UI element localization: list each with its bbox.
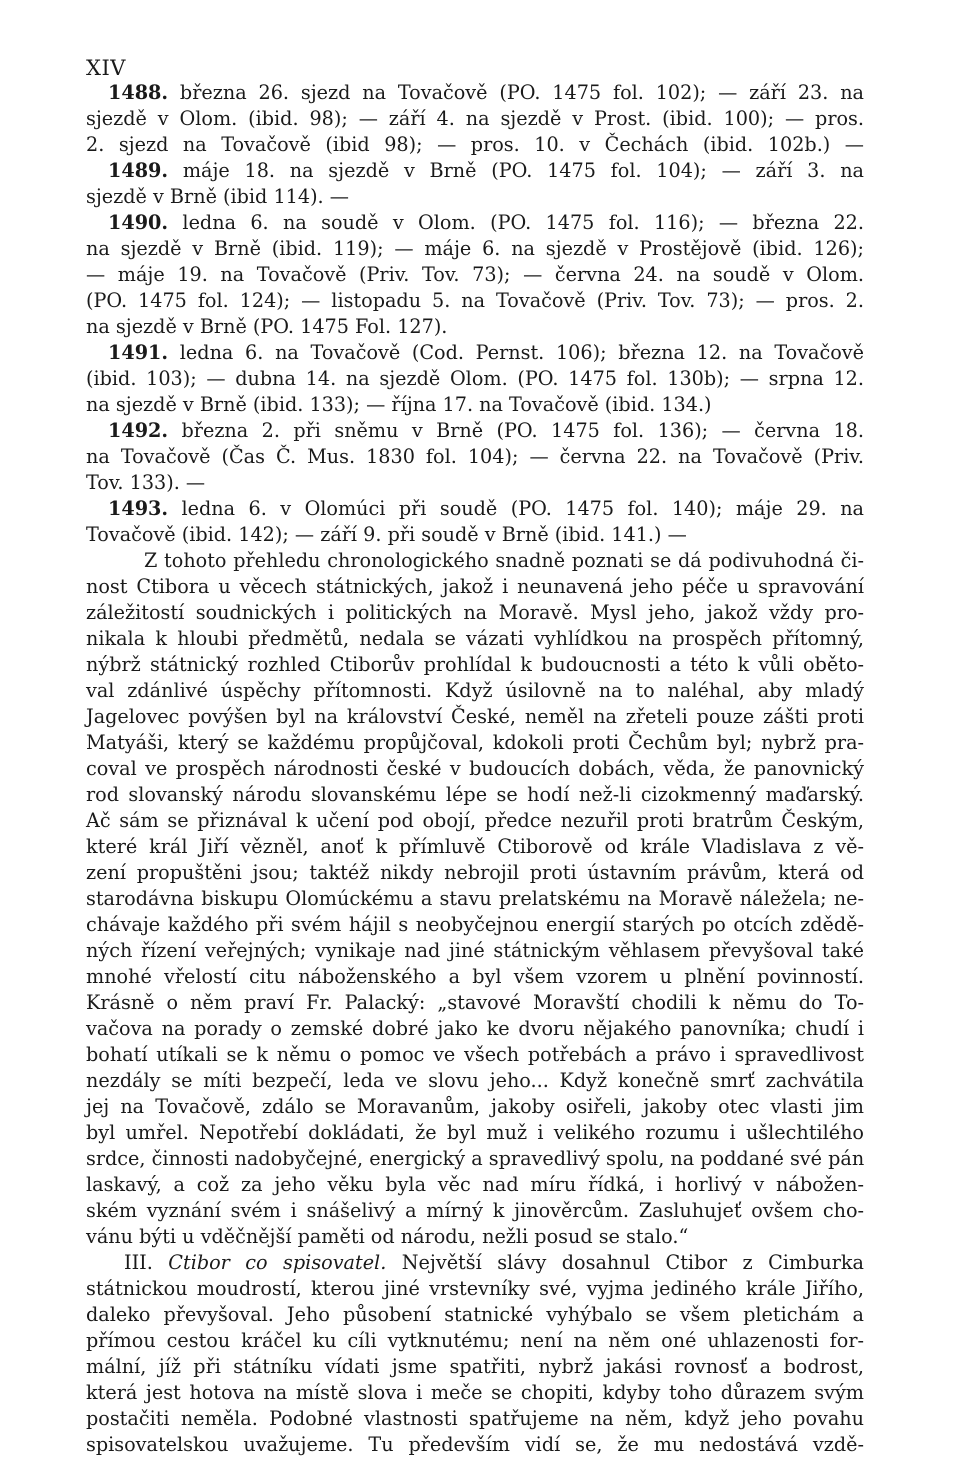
text-segment: nýbrž státnický rozhled Ctiborův prohlídal k budoucnosti a této k vůli oběto- bbox=[86, 653, 864, 676]
text-segment: Krásně o něm praví Fr. Palacký: „stavové Moravští chodili k němu do To- bbox=[86, 991, 864, 1014]
text-line bbox=[86, 106, 864, 132]
text-line bbox=[86, 1172, 864, 1198]
text-segment: vánu býti u vděčnější paměti od národu, nežli posud se stalo.“ bbox=[86, 1225, 689, 1248]
text-segment: Z tohoto přehledu chronologického snadně poznati se dá podivuhodná či- bbox=[144, 549, 864, 572]
text-line bbox=[86, 990, 864, 1016]
text-line bbox=[86, 522, 864, 548]
text-segment: daleko převyšoval. Jeho působení statnické vyhýbalo se všem pletichám a bbox=[86, 1303, 864, 1326]
text-line bbox=[108, 158, 864, 184]
text-segment: 2. sjezd na Tovačově (ibid 98); — pros. 10. v Čechách (ibid. 102b.) — bbox=[86, 133, 864, 156]
text-line bbox=[86, 132, 864, 158]
text-segment: které král Jiří vězněl, anoť k přímluvě Ctiborově od krále Vladislava z vě- bbox=[86, 835, 864, 858]
text-line bbox=[86, 964, 864, 990]
text-segment: na sjezdě v Brně (PO. 1475 Fol. 127). bbox=[86, 315, 448, 338]
text-segment: jej na Tovačově, zdálo se Moravanům, jakoby osiřeli, jakoby otec vlasti jim bbox=[86, 1095, 864, 1118]
text-segment: mální, jíž při státníku vídati jsme spatřiti, nybrž jakási rovnosť a bodrost, bbox=[86, 1355, 864, 1378]
text-line bbox=[86, 938, 864, 964]
text-segment: spisovatelskou uvažujeme. Tu především vidí se, že mu nedostává vzdě- bbox=[86, 1433, 864, 1456]
text-segment: Tov. 133). — bbox=[86, 471, 206, 494]
text-segment: záležitostí soudnických i politických na Moravě. Mysl jeho, jakož vždy pro- bbox=[86, 601, 864, 624]
text-line bbox=[86, 1120, 864, 1146]
text-segment: Matyáši, který se každému propůjčoval, kdokoli proti Čechům byl; nybrž pra- bbox=[86, 731, 864, 754]
text-line bbox=[86, 288, 864, 314]
text-line bbox=[86, 1432, 864, 1458]
text-segment: sjezdě v Brně (ibid 114). — bbox=[86, 185, 349, 208]
text-segment: zení propuštěni jsou; taktéž nikdy nebrojil proti ústavním právům, která od bbox=[86, 861, 864, 884]
text-line bbox=[86, 1224, 864, 1250]
text-line bbox=[124, 1250, 864, 1276]
text-segment: vačova na porady o zemské dobré jako ke dvoru nějakého panovníka; chudí i bbox=[86, 1017, 864, 1040]
text-line bbox=[86, 678, 864, 704]
year-heading: 1491. bbox=[108, 341, 169, 364]
text-line bbox=[108, 340, 864, 366]
text-segment: III. bbox=[124, 1251, 169, 1274]
page-number: XIV bbox=[86, 56, 126, 80]
text-line bbox=[86, 470, 864, 496]
text-line bbox=[86, 652, 864, 678]
year-heading: 1489. bbox=[108, 159, 169, 182]
text-segment: Jagelovec povýšen byl na království České, neměl na zřeteli pouze zášti proti bbox=[86, 705, 864, 728]
text-line bbox=[108, 418, 864, 444]
text-segment: na Tovačově (Čas Č. Mus. 1830 fol. 104); — června 22. na Tovačově (Priv. bbox=[86, 445, 864, 468]
text-line bbox=[108, 496, 864, 522]
text-segment: Ač sám se přiznával k učení pod obojí, předce nezuřil proti bratrům Českým, bbox=[86, 809, 864, 832]
text-line bbox=[86, 1406, 864, 1432]
text-line bbox=[86, 184, 864, 210]
text-segment: laskavý, a což za jeho věku byla věc nad míru řídká, i horlivý v nábožen- bbox=[86, 1173, 864, 1196]
year-heading: 1493. bbox=[108, 497, 169, 520]
text-segment: ledna 6. v Olomúci při soudě (PO. 1475 fol. 140); máje 29. na bbox=[168, 497, 864, 520]
year-heading: 1488. bbox=[108, 81, 169, 104]
text-segment: nezdály se míti bezpečí, leda ve slovu jeho... Když konečně smrť zachvátila bbox=[86, 1069, 864, 1092]
text-line bbox=[86, 1380, 864, 1406]
section-heading: Ctibor co spisovatel. bbox=[168, 1251, 387, 1274]
text-line bbox=[86, 782, 864, 808]
text-line bbox=[86, 262, 864, 288]
text-segment: postačiti neměla. Podobné vlastnosti spatřujeme na něm, když jeho povahu bbox=[86, 1407, 864, 1430]
text-line bbox=[86, 236, 864, 262]
text-segment: na sjezdě v Brně (ibid. 133); — října 17. na Tovačově (ibid. 134.) bbox=[86, 393, 712, 416]
text-line bbox=[86, 756, 864, 782]
text-line bbox=[86, 626, 864, 652]
text-line bbox=[86, 1042, 864, 1068]
text-line bbox=[86, 730, 864, 756]
text-segment: nikala k hloubi předmětů, nedala se vázati vyhlídkou na prospěch přítomný, bbox=[86, 627, 864, 650]
text-segment: srdce, činnosti nadobyčejné, energický a spravedlivý spolu, na poddané své pán bbox=[86, 1147, 865, 1170]
text-segment: (PO. 1475 fol. 124); — listopadu 5. na Tovačově (Priv. Tov. 73); — pros. 2. bbox=[86, 289, 864, 312]
text-segment: na sjezdě v Brně (ibid. 119); — máje 6. na sjezdě v Prostějově (ibid. 126); bbox=[86, 237, 864, 260]
text-segment: (ibid. 103); — dubna 14. na sjezdě Olom. (PO. 1475 fol. 130b); — srpna 12. bbox=[86, 367, 864, 390]
text-line bbox=[86, 1094, 864, 1120]
text-line bbox=[86, 574, 864, 600]
text-segment: coval ve prospěch národnosti české v budoucích dobách, věda, že panovnický bbox=[86, 757, 864, 780]
text-segment: nost Ctibora u věcech státnických, jakož i neunavená jeho péče u spravování bbox=[86, 575, 864, 598]
text-line bbox=[144, 548, 864, 574]
text-segment: máje 18. na sjezdě v Brně (PO. 1475 fol. 104); — září 3. na bbox=[168, 159, 864, 182]
text-line bbox=[86, 1016, 864, 1042]
text-segment: chávaje každého při svém hájil s neobyčejnou energií starých po otcích zdědě- bbox=[86, 913, 864, 936]
text-line bbox=[86, 1354, 864, 1380]
text-line bbox=[86, 444, 864, 470]
text-line bbox=[86, 1276, 864, 1302]
text-segment: přímou cestou kráčel ku cíli vytknutému; není na něm oné uhlazenosti for- bbox=[86, 1329, 864, 1352]
text-segment: března 26. sjezd na Tovačově (PO. 1475 fol. 102); — září 23. na bbox=[168, 81, 864, 104]
text-line bbox=[86, 704, 864, 730]
text-segment: ledna 6. na Tovačově (Cod. Pernst. 106); března 12. na Tovačově bbox=[168, 341, 864, 364]
text-line bbox=[86, 834, 864, 860]
text-segment: byl umřel. Nepotřebí dokládati, že byl muž i velikého rozumu i ušlechtilého bbox=[86, 1121, 864, 1144]
text-line bbox=[108, 80, 864, 106]
text-segment: která jest hotova na místě slova i meče se chopiti, kdyby toho důrazem svým bbox=[86, 1381, 864, 1404]
text-line bbox=[86, 1146, 864, 1172]
text-line bbox=[86, 314, 864, 340]
text-segment: — máje 19. na Tovačově (Priv. Tov. 73); — června 24. na soudě v Olom. bbox=[86, 263, 864, 286]
text-segment: ledna 6. na soudě v Olom. (PO. 1475 fol. 116); — března 22. bbox=[168, 211, 864, 234]
text-segment: starodávna biskupu Olomúckému a stavu prelatskému na Moravě náležela; ne- bbox=[86, 887, 864, 910]
text-segment: sjezdě v Olom. (ibid. 98); — září 4. na sjezdě v Prost. (ibid. 100); — pros. bbox=[86, 107, 864, 130]
text-segment: Tovačově (ibid. 142); — září 9. při soudě v Brně (ibid. 141.) — bbox=[86, 523, 687, 546]
text-line bbox=[86, 886, 864, 912]
year-heading: 1490. bbox=[108, 211, 169, 234]
text-segment: bohatí utíkali se k němu o pomoc ve všech potřebách a právo i spravedlivost bbox=[86, 1043, 864, 1066]
text-segment: rod slovanský národu slovanskému lépe se hodí než-li cizokmenný maďarský. bbox=[86, 783, 864, 806]
text-line bbox=[86, 1198, 864, 1224]
text-line bbox=[86, 1068, 864, 1094]
text-line bbox=[86, 912, 864, 938]
text-segment: března 2. při sněmu v Brně (PO. 1475 fol. 136); — června 18. bbox=[168, 419, 864, 442]
text-line bbox=[86, 1328, 864, 1354]
text-line bbox=[86, 392, 864, 418]
text-segment: mnohé vřelostí citu náboženského a byl všem vzorem u plnění povinností. bbox=[86, 965, 864, 988]
text-line bbox=[86, 1302, 864, 1328]
text-segment: val zdánlivé úspěchy přítomnosti. Když úsilovně na to naléhal, aby mladý bbox=[86, 679, 864, 702]
text-line bbox=[108, 210, 864, 236]
text-line bbox=[86, 366, 864, 392]
year-heading: 1492. bbox=[108, 419, 169, 442]
text-segment: ných řízení veřejných; vynikaje nad jiné státnickým věhlasem převyšoval také bbox=[86, 939, 864, 962]
text-line bbox=[86, 860, 864, 886]
text-segment: státnickou moudrostí, kterou jiné vrstevníky své, vyjma jediného krále Jiřího, bbox=[86, 1277, 864, 1300]
text-line bbox=[86, 600, 864, 626]
text-segment: ském vyznání svém i snášelivý a mírný k jinověrcům. Zasluhujeť ovšem cho- bbox=[86, 1199, 864, 1222]
text-segment: Největší slávy dosahnul Ctibor z Cimburka bbox=[386, 1251, 864, 1274]
text-line bbox=[86, 808, 864, 834]
